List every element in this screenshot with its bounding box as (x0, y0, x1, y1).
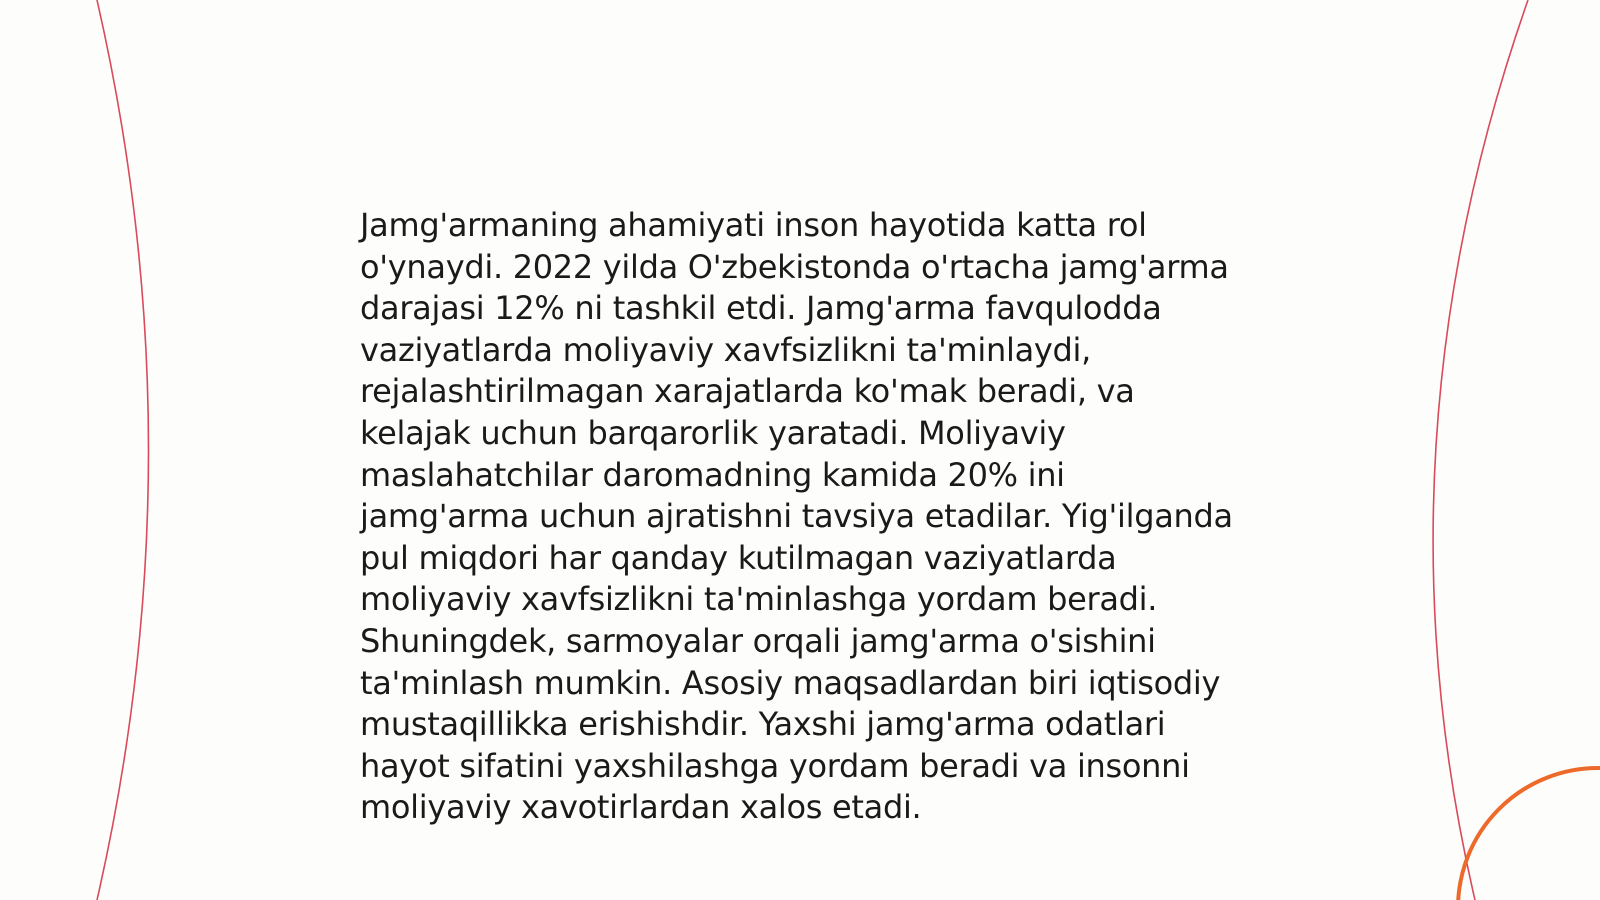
body-paragraph: Jamg'armaning ahamiyati inson hayotida katta rol o'ynaydi. 2022 yilda O'zbekistonda o'rtacha jamg'arma darajasi 12% ni tashkil etdi. Jamg'arma favqulodda vaziyatlarda moliyaviy xavfsizlikni ta'minlaydi, rejalashtirilmagan xarajatlarda ko'mak beradi, va kelajak uchun barqarorlik yaratadi. Moliyaviy maslahatchilar daromadning kamida 20% ini jamg'arma uchun ajratishni tavsiya etadilar. Yig'ilganda pul miqdori har qanday kutilmagan vaziyatlarda moliyaviy xavfsizlikni ta'minlashga yordam beradi. Shuningdek, sarmoyalar orqali jamg'arma o'sishini ta'minlash mumkin. Asosiy maqsadlardan biri iqtisodiy mustaqillikka erishishdir. Yaxshi jamg'arma odatlari hayot sifatini yaxshilashga yordam beradi va insonni moliyaviy xavotirlardan xalos etadi. (360, 206, 1233, 827)
corner-circle (1458, 768, 1600, 900)
left-arc-line (97, 0, 149, 900)
right-arc-line (1433, 0, 1528, 900)
